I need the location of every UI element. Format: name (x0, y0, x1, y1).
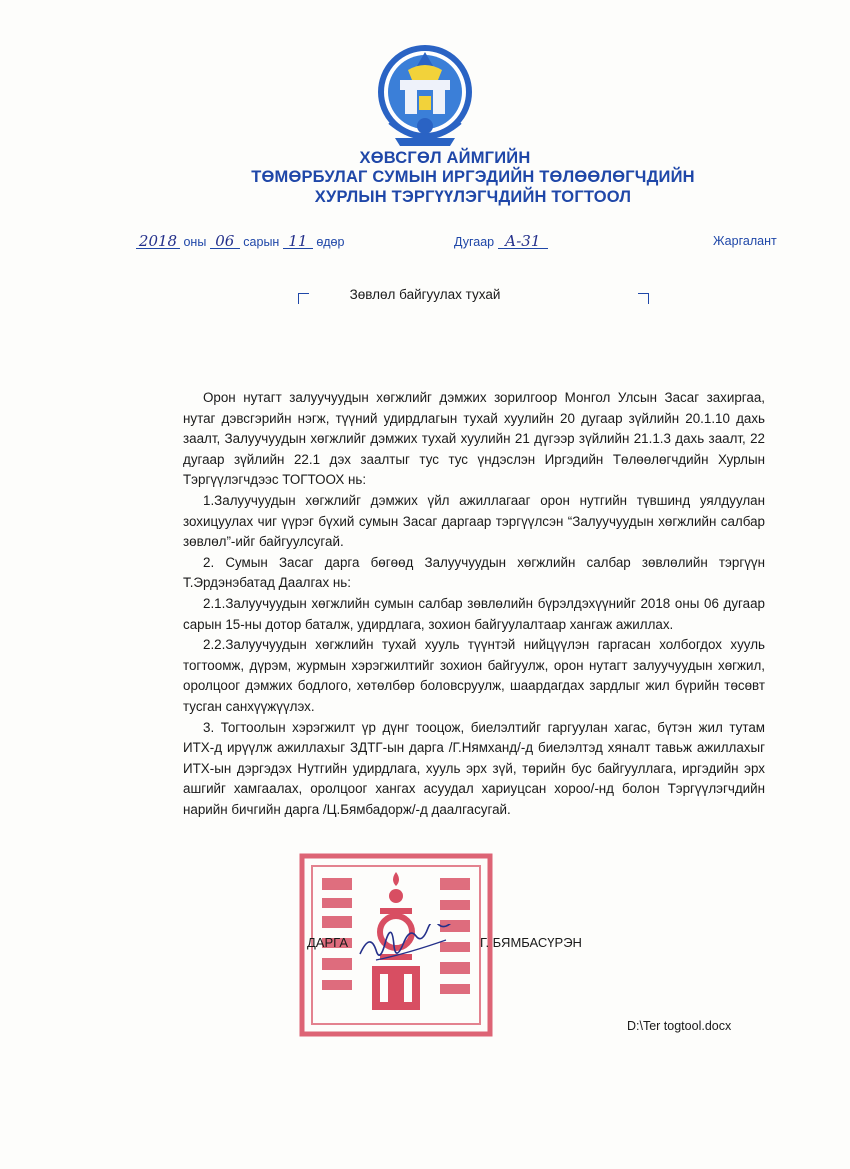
number-label: Дугаар (454, 235, 495, 249)
number-line (454, 234, 548, 249)
date-month: 06 (210, 234, 240, 249)
body-intro: Орон нутагт залуучуудын хөгжлийг дэмжих зорилгоор Монгол Улсын Засаг захиргаа, нутаг дэвсгэрийн нэгж, түүний удирдлагын тухай хуулийн 20 дугаар зүйлийн 20.1.10 дахь заалт, Залуучуудын хөгжлийг дэмжих тухай хуулийн 21 дүгээр зүйлийн 21.1.3 дахь заалт, 22 дугаар зүйлийн 22.1 дэх заалтыг тус тус үндэслэн Иргэдийн Төлөөлөгчдийн Хурлын Тэргүүлэгчдээс ТОГТООХ нь: (183, 390, 765, 488)
date-month-label: сарын (243, 235, 280, 249)
place-name: Жаргалант (713, 234, 777, 248)
handwritten-signature (356, 924, 456, 974)
file-path: D:\Ter togtool.docx (627, 1019, 732, 1033)
date-year: 2018 (136, 234, 180, 249)
body-item-2: 2. Сумын Засаг дарга бөгөөд Залуучуудын хөгжлийн салбар зөвлөлийн тэргүүн Т.Эрдэнэбатад Даалгах нь: (183, 554, 765, 591)
body-item-2-2: 2.2.Залуучуудын хөгжлийн тухай хууль түүнтэй нийцүүлэн гаргасан холбогдох хууль тогтоомж, дүрэм, журмын хэрэгжилтийг зохион байгуулж, орон нутагт залуучуудын хөгжил, оролцоог дэмжих бодлого, хөтөлбөр боловсруулж, шаардагдах зардлыг жил бүрийн төсөвт тусган санхүүжүүлэх. (183, 637, 765, 714)
resolution-number: А-31 (498, 234, 548, 249)
date-line (136, 234, 344, 249)
signatory-name: Г. БЯМБАСҮРЭН (480, 935, 582, 950)
resolution-subject: Зөвлөл байгуулах тухай (349, 287, 501, 302)
subject-bracket-right (638, 293, 649, 304)
body-item-2-1: 2.1.Залуучуудын хөгжлийн сумын салбар зөвлөлийн бүрэлдэхүүнийг 2018 оны 06 дугаар сарын 15-ны дотор баталж, удирдлага, зохион байгуулалтаар хангаж ажиллах. (183, 595, 765, 632)
state-emblem-icon (370, 42, 480, 150)
date-day: 11 (283, 234, 313, 249)
date-day-label: өдөр (316, 235, 345, 249)
header-aimag: ХӨВСГӨЛ АЙМГИЙН (359, 149, 531, 167)
resolution-body (183, 388, 765, 820)
signatory-title: ДАРГА (307, 935, 348, 950)
header-resolution-title: ХУРЛЫН ТЭРГҮҮЛЭГЧДИЙН ТОГТООЛ (314, 188, 632, 206)
header-sum-council: ТӨМӨРБУЛАГ СУМЫН ИРГЭДИЙН ТӨЛӨӨЛӨГЧДИЙН (251, 168, 695, 186)
body-item-3: 3. Тогтоолын хэрэгжилт үр дүнг тооцож, биелэлтийг гаргуулан хагас, бүтэн жил тутам ИТХ-д ирүүлж ажиллахыг ЗДТГ-ын дарга /Г.Нямханд/-д биелэлтэд хяналт тавьж ажиллахыг ИТХ-ын дэргэдэх Нутгийн удирдлага, хууль эрх зүй, төрийн бус байгууллага, иргэдийн эрх ашгийг хамгаалах, оролцоог хангах асуудал хариуцсан хороо/-нд болон Тэргүүлэгчдийн нарийн бичгийн дарга /Ц.Бямбадорж/-д даалгасугай. (183, 719, 765, 817)
body-item-1: 1.Залуучуудын хөгжлийг дэмжих үйл ажиллагааг орон нутгийн түвшинд уялдуулан зохицуулах чиг үүрэг бүхий сумын Засаг даргаар тэргүүлсэн “Залуучуудын хөгжлийн салбар зөвлөл”-ийг байгуулсугай. (183, 492, 765, 550)
date-year-label: оны (183, 235, 207, 249)
